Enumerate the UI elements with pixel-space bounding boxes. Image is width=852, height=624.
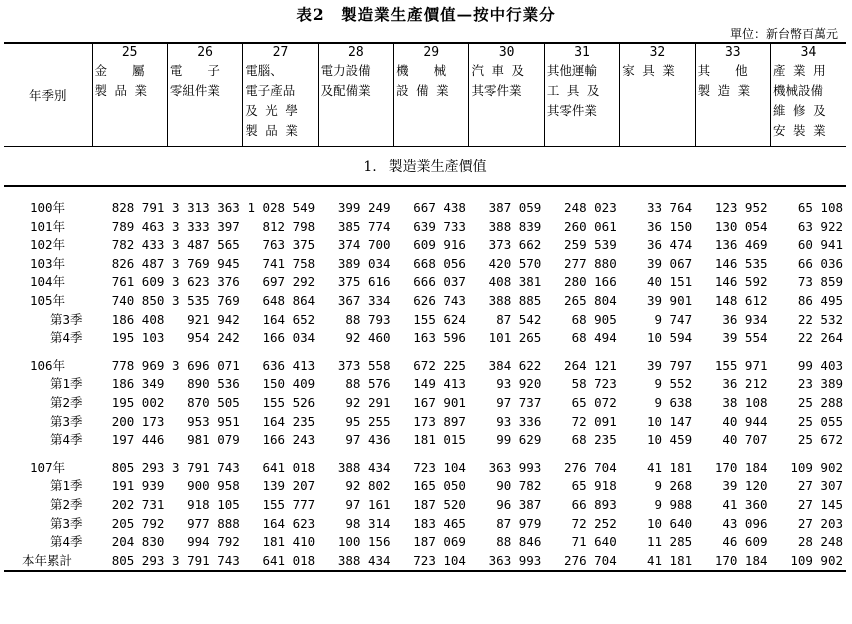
value-cell: 667 438 [413,200,466,215]
industry-header [318,43,393,147]
table-row [4,273,846,292]
industry-name: 家 具 業 [622,63,675,78]
production-value-table [4,42,846,572]
value-cell: 40 151 [646,274,693,290]
row-label: 102年 [30,237,66,253]
value-cell: 71 640 [571,534,617,550]
value-cell: 146 592 [714,274,768,290]
value-cell: 9 638 [654,394,693,410]
value-cell: 97 436 [345,432,391,448]
value-cell: 200 173 [111,413,165,429]
value-cell: 96 387 [496,496,542,512]
industry-header [620,43,695,147]
value-cell: 373 558 [337,357,391,373]
value-cell: 11 285 [646,534,693,550]
value-cell: 373 662 [488,237,542,253]
value-cell: 149 413 [413,376,466,392]
value-cell: 150 409 [262,376,316,392]
value-cell: 723 104 [413,459,466,475]
industry-name: 其他運輸 工 具 及 其零件業 [546,63,600,118]
value-cell: 41 181 [646,459,693,475]
value-cell: 666 037 [413,274,466,290]
value-cell: 981 079 [187,432,240,448]
value-cell: 636 413 [262,357,316,373]
value-cell: 97 737 [496,394,542,410]
value-cell: 10 640 [646,515,693,531]
table-body [4,186,846,571]
section-title: 製造業生產價值 [388,159,487,175]
value-cell: 136 469 [714,237,768,253]
table-row [4,199,846,218]
value-cell: 58 723 [571,376,617,392]
value-cell: 921 942 [187,311,240,327]
value-cell: 92 802 [345,478,391,494]
industry-code: 31 [574,45,590,60]
industry-header [695,43,770,147]
row-label: 101年 [30,218,66,234]
value-cell: 173 897 [413,413,466,429]
value-cell: 40 944 [722,413,768,429]
value-cell: 130 054 [714,218,768,234]
value-cell: 388 839 [488,218,542,234]
industry-code: 27 [272,45,289,60]
value-cell: 36 150 [646,218,693,234]
value-cell: 98 314 [345,515,391,531]
table-row [4,459,846,478]
value-cell: 109 902 [771,552,846,572]
value-cell: 155 777 [262,496,316,512]
row-label: 第3季 [50,515,83,531]
value-cell: 166 034 [262,330,316,346]
value-cell: 23 389 [797,376,843,392]
value-cell: 248 023 [564,200,617,215]
value-cell: 167 901 [413,394,466,410]
table-row [4,255,846,274]
industry-header [243,43,318,147]
value-cell: 33 764 [646,200,693,215]
value-cell: 828 791 [111,200,165,215]
value-cell: 183 465 [413,515,466,531]
value-cell: 761 609 [111,274,165,290]
value-cell: 276 704 [564,459,617,475]
value-cell: 87 979 [496,515,542,531]
industry-name: 電力設備 及配備業 [320,63,371,98]
value-cell: 39 554 [722,330,768,346]
value-cell: 170 184 [714,459,768,475]
value-cell: 155 624 [413,311,466,327]
value-cell: 789 463 [111,218,165,234]
value-cell: 164 235 [262,413,316,429]
industry-name: 汽 車 及 其零件業 [471,63,525,98]
value-cell: 164 623 [262,515,316,531]
industry-name: 機 械 設 備 業 [396,63,449,98]
value-cell: 181 015 [413,432,466,448]
value-cell: 9 268 [654,478,693,494]
table-title: 表2 製造業生產價值—按中行業分 [296,5,556,24]
row-label: 104年 [30,274,66,290]
industry-name: 產 業 用 機械設備 維 修 及 安 裝 業 [773,63,826,138]
value-cell: 782 433 [111,237,165,253]
value-cell: 39 067 [646,255,693,271]
value-cell: 9 988 [654,496,693,512]
value-cell: 870 505 [187,394,240,410]
row-label: 107年 [30,459,66,475]
value-cell: 3 791 743 [172,459,240,475]
value-cell: 38 108 [722,394,768,410]
value-cell: 374 700 [337,237,391,253]
value-cell: 165 050 [413,478,466,494]
table-row [4,552,846,572]
value-cell: 148 612 [714,292,768,308]
value-cell: 363 993 [488,459,542,475]
industry-name: 電腦、 電子產品 及 光 學 製 品 業 [245,63,298,138]
value-cell: 900 958 [187,478,240,494]
value-cell: 25 055 [797,413,843,429]
value-cell: 88 846 [496,534,542,550]
value-cell: 741 758 [262,255,316,271]
corner-label: 年季別 [4,43,92,147]
table-row [4,496,846,515]
value-cell: 92 291 [345,394,391,410]
value-cell: 195 002 [111,394,165,410]
value-cell: 812 798 [262,218,316,234]
value-cell: 399 249 [337,200,391,215]
value-cell: 95 255 [345,413,391,429]
row-label: 第2季 [50,394,83,410]
value-cell: 40 707 [722,432,768,448]
industry-code: 28 [348,45,364,60]
value-cell: 763 375 [262,237,316,253]
value-cell: 99 403 [797,357,843,373]
value-cell: 68 494 [571,330,617,346]
table-row [4,311,846,330]
row-label: 第2季 [50,496,83,512]
industry-code: 33 [724,45,741,60]
value-cell: 101 265 [488,330,542,346]
value-cell: 186 408 [111,311,165,327]
value-cell: 88 793 [345,311,391,327]
header-row [4,43,846,147]
value-cell: 10 459 [646,432,693,448]
value-cell: 43 096 [722,515,768,531]
value-cell: 388 434 [318,552,393,572]
value-cell: 155 971 [714,357,768,373]
value-cell: 73 859 [797,274,843,290]
value-cell: 202 731 [111,496,165,512]
value-cell: 264 121 [564,357,617,373]
industry-code: 34 [800,45,817,60]
value-cell: 609 916 [413,237,466,253]
industry-header [771,43,846,147]
value-cell: 9 552 [654,376,693,392]
value-cell: 27 203 [797,515,843,531]
table-row [4,533,846,552]
value-cell: 93 920 [496,376,542,392]
value-cell: 39 797 [646,357,693,373]
industry-header [394,43,469,147]
value-cell: 265 804 [564,292,617,308]
value-cell: 87 542 [496,311,542,327]
value-cell: 626 743 [413,292,466,308]
value-cell: 641 018 [262,459,316,475]
row-label: 105年 [30,292,66,308]
value-cell: 72 252 [571,515,617,531]
row-label: 第4季 [50,432,83,448]
value-cell: 408 381 [488,274,542,290]
value-cell: 3 313 363 [172,200,240,215]
value-cell: 65 072 [571,394,617,410]
value-cell: 723 104 [394,552,469,572]
value-cell: 260 061 [564,218,617,234]
value-cell: 740 850 [111,292,165,308]
value-cell: 3 769 945 [172,255,240,271]
value-cell: 388 885 [488,292,542,308]
value-cell: 22 532 [797,311,843,327]
value-cell: 39 120 [722,478,768,494]
table-row [4,477,846,496]
gap-row [4,348,846,357]
value-cell: 639 733 [413,218,466,234]
row-label: 103年 [30,255,66,271]
table-row [4,515,846,534]
value-cell: 1 028 549 [247,200,316,215]
value-cell: 88 576 [345,376,391,392]
value-cell: 204 830 [111,534,165,550]
row-label: 本年累計 [4,552,92,572]
value-cell: 65 108 [797,200,843,215]
value-cell: 68 235 [571,432,617,448]
value-cell: 195 103 [111,330,165,346]
value-cell: 163 596 [413,330,466,346]
value-cell: 3 696 071 [172,357,240,373]
value-cell: 41 181 [620,552,695,572]
row-label: 第4季 [50,330,83,346]
value-cell: 66 893 [571,496,617,512]
value-cell: 389 034 [337,255,391,271]
row-label: 第1季 [50,478,83,494]
value-cell: 65 918 [571,478,617,494]
value-cell: 60 941 [797,237,843,253]
value-cell: 384 622 [488,357,542,373]
table-row [4,394,846,413]
industry-header [167,43,242,147]
value-cell: 68 905 [571,311,617,327]
value-cell: 166 243 [262,432,316,448]
value-cell: 280 166 [564,274,617,290]
value-cell: 164 652 [262,311,316,327]
value-cell: 187 069 [413,534,466,550]
value-cell: 805 293 [111,459,165,475]
value-cell: 420 570 [488,255,542,271]
row-label: 第3季 [50,413,83,429]
spacer-row [4,186,846,199]
value-cell: 205 792 [111,515,165,531]
value-cell: 28 248 [797,534,843,550]
value-cell: 826 487 [111,255,165,271]
section-number: 1. [363,159,377,175]
value-cell: 36 934 [722,311,768,327]
industry-name: 其 他 製 造 業 [697,63,751,98]
value-cell: 39 901 [646,292,693,308]
row-label: 第4季 [50,534,83,550]
unit-label: 單位：新台幣百萬元 [729,27,838,41]
value-cell: 994 792 [187,534,240,550]
value-cell: 66 036 [797,255,843,271]
value-cell: 10 147 [646,413,693,429]
value-cell: 97 161 [345,496,391,512]
industry-code: 32 [649,45,666,60]
table-row [4,413,846,432]
value-cell: 367 334 [337,292,391,308]
table-row [4,292,846,311]
value-cell: 41 360 [722,496,768,512]
value-cell: 363 993 [469,552,544,572]
section-header [4,147,846,187]
row-label: 第1季 [50,376,83,392]
value-cell: 953 951 [187,413,240,429]
value-cell: 259 539 [564,237,617,253]
value-cell: 890 536 [187,376,240,392]
table-row [4,236,846,255]
value-cell: 697 292 [262,274,316,290]
value-cell: 641 018 [243,552,318,572]
value-cell: 197 446 [111,432,165,448]
value-cell: 277 880 [564,255,617,271]
value-cell: 10 594 [646,330,693,346]
value-cell: 375 616 [337,274,391,290]
value-cell: 778 969 [111,357,165,373]
row-label: 第3季 [50,311,83,327]
value-cell: 100 156 [337,534,391,550]
industry-header [92,43,167,147]
value-cell: 92 460 [345,330,391,346]
value-cell: 63 922 [797,218,843,234]
table-row [4,357,846,376]
industry-code: 26 [197,45,213,60]
table-row [4,218,846,237]
value-cell: 3 623 376 [172,274,240,290]
value-cell: 191 939 [111,478,165,494]
value-cell: 72 091 [571,413,617,429]
industry-code: 29 [423,45,440,60]
value-cell: 99 629 [496,432,542,448]
value-cell: 3 333 397 [172,218,240,234]
value-cell: 3 487 565 [172,237,240,253]
value-cell: 181 410 [262,534,316,550]
value-cell: 276 704 [544,552,619,572]
value-cell: 918 105 [187,496,240,512]
row-label: 106年 [30,357,66,373]
industry-code: 25 [121,45,138,60]
value-cell: 123 952 [714,200,768,215]
value-cell: 25 672 [797,432,843,448]
industry-name: 金 屬 製 品 業 [94,63,148,98]
industry-name: 電 子 零組件業 [169,63,220,98]
section-header-row [4,147,846,187]
value-cell: 648 864 [262,292,316,308]
value-cell: 954 242 [187,330,240,346]
table-row [4,375,846,394]
value-cell: 805 293 [92,552,167,572]
value-cell: 977 888 [187,515,240,531]
value-cell: 27 145 [797,496,843,512]
value-cell: 146 535 [714,255,768,271]
value-cell: 27 307 [797,478,843,494]
value-cell: 3 791 743 [167,552,242,572]
value-cell: 387 059 [488,200,542,215]
value-cell: 36 474 [646,237,693,253]
table-row [4,329,846,348]
value-cell: 187 520 [413,496,466,512]
value-cell: 672 225 [413,357,466,373]
value-cell: 25 288 [797,394,843,410]
value-cell: 388 434 [337,459,391,475]
table-row [4,431,846,450]
value-cell: 385 774 [337,218,391,234]
value-cell: 36 212 [722,376,768,392]
value-cell: 668 056 [413,255,466,271]
value-cell: 170 184 [695,552,770,572]
row-label: 100年 [30,200,66,215]
industry-header [544,43,619,147]
value-cell: 139 207 [262,478,316,494]
value-cell: 90 782 [496,478,542,494]
value-cell: 93 336 [496,413,542,429]
value-cell: 86 495 [797,292,843,308]
gap-row [4,450,846,459]
value-cell: 155 526 [262,394,316,410]
industry-code: 30 [498,45,515,60]
value-cell: 46 609 [722,534,768,550]
value-cell: 3 535 769 [172,292,240,308]
industry-header [469,43,544,147]
value-cell: 186 349 [111,376,165,392]
value-cell: 9 747 [654,311,693,327]
value-cell: 22 264 [797,330,843,346]
value-cell: 109 902 [790,459,843,475]
